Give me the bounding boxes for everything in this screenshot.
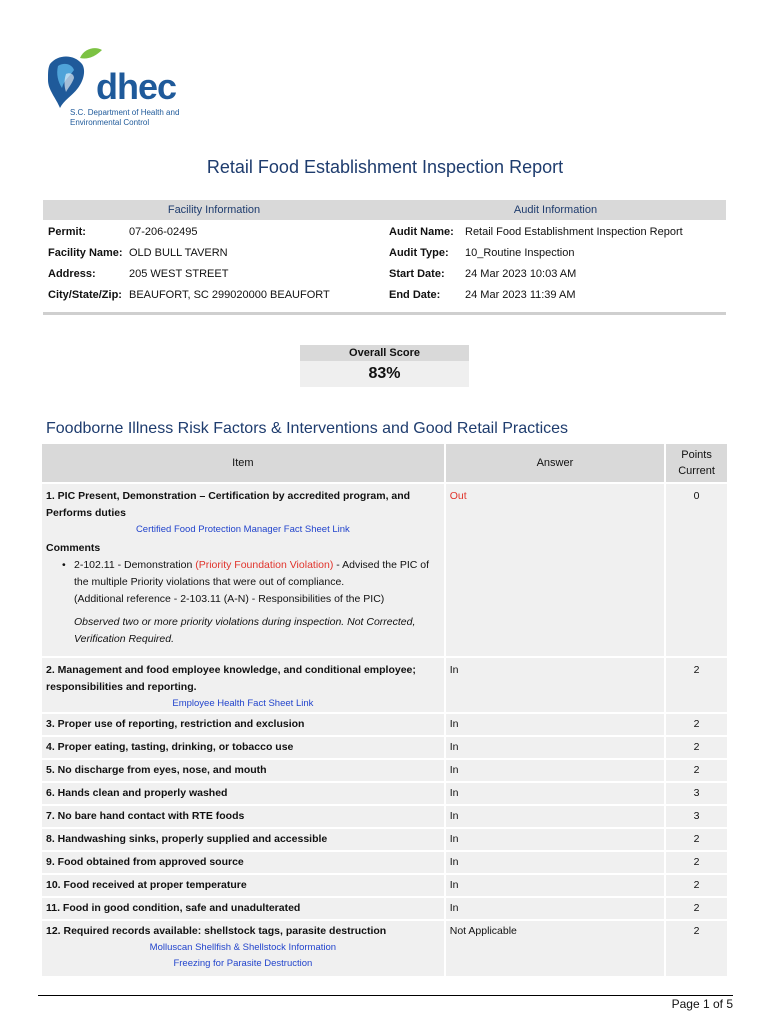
- row-points: 2: [693, 718, 700, 730]
- row12-cell: [42, 921, 444, 976]
- table-row: [42, 483, 727, 657]
- row-points: 2: [693, 879, 700, 891]
- row-points: 3: [693, 810, 700, 822]
- row-points: 2: [693, 764, 700, 776]
- overall-score-value: 83%: [300, 361, 469, 387]
- facility-info-header: Facility Information: [167, 204, 261, 216]
- row-points: 3: [693, 787, 700, 799]
- row-answer: In: [449, 787, 459, 799]
- footer-divider: [38, 995, 733, 996]
- row1-fact-sheet-link[interactable]: Certified Food Protection Manager Fact Sheet Link: [135, 524, 350, 535]
- row2-answer: In: [449, 664, 459, 676]
- page-number: Page 1 of 5: [671, 997, 733, 1011]
- row-points: 2: [693, 833, 700, 845]
- table-row: [42, 713, 727, 736]
- row-item-text: 10. Food received at proper temperature: [46, 879, 247, 891]
- shellfish-info-link[interactable]: Molluscan Shellfish & Shellstock Information: [149, 942, 337, 953]
- info-header: [43, 200, 726, 220]
- row-answer: In: [449, 833, 459, 845]
- parasite-destruction-link[interactable]: Freezing for Parasite Destruction: [173, 958, 313, 969]
- row-answer: In: [449, 856, 459, 868]
- row-item-text: 4. Proper eating, tasting, drinking, or tobacco use: [46, 741, 294, 753]
- row-item-text: 3. Proper use of reporting, restriction and exclusion: [46, 718, 305, 730]
- row1-answer: Out: [449, 490, 467, 502]
- dhec-logo: [44, 44, 194, 130]
- table-row: [42, 874, 727, 897]
- row-answer: In: [449, 764, 459, 776]
- row12-answer: Not Applicable: [449, 925, 517, 937]
- audit-info-header: Audit Information: [513, 204, 598, 216]
- table-row: [42, 851, 727, 874]
- inspection-items-table: [42, 444, 727, 976]
- logo-subtitle-line1: S.C. Department of Health and: [70, 108, 180, 117]
- start-date-label: Start Date:: [389, 268, 445, 280]
- row-answer: In: [449, 741, 459, 753]
- row12-points: 2: [693, 925, 700, 937]
- start-date-value: 24 Mar 2023 10:03 AM: [465, 268, 577, 280]
- overall-score-box: [300, 345, 469, 387]
- row-item-text: 8. Handwashing sinks, properly supplied and accessible: [46, 833, 328, 845]
- row-item-text: 5. No discharge from eyes, nose, and mouth: [46, 764, 267, 776]
- row1-item-text: 1. PIC Present, Demonstration – Certification by accredited program, and Performs duties: [46, 490, 411, 519]
- dhec-leaf-icon: [44, 44, 104, 114]
- row-item-text: 11. Food in good condition, safe and unadulterated: [46, 902, 301, 914]
- table-row: [42, 828, 727, 851]
- permit-label: Permit:: [48, 226, 86, 238]
- table-row: [42, 805, 727, 828]
- col-header-answer: Answer: [445, 444, 665, 483]
- row12-item-text: 12. Required records available: shellstock tags, parasite destruction: [46, 925, 387, 937]
- row2-cell: [42, 658, 444, 712]
- comments-label: Comments: [46, 542, 101, 554]
- audit-name-value: Retail Food Establishment Inspection Report: [465, 226, 683, 238]
- col-header-points-line1: Points: [681, 449, 712, 461]
- info-grid: [43, 220, 726, 312]
- row-item-text: 7. No bare hand contact with RTE foods: [46, 810, 245, 822]
- row-points: 2: [693, 856, 700, 868]
- table-row: [42, 657, 727, 713]
- city-state-zip-value: BEAUFORT, SC 299020000 BEAUFORT: [129, 289, 330, 301]
- table-row: [42, 897, 727, 920]
- bullet-dot-icon: •: [62, 559, 66, 571]
- city-state-zip-label: City/State/Zip:: [48, 289, 122, 301]
- logo-subtitle-line2: Environmental Control: [70, 118, 150, 127]
- row-item-text: 9. Food obtained from approved source: [46, 856, 244, 868]
- observation-note: Observed two or more priority violations during inspection. Not Corrected, Verification Required.: [74, 616, 416, 645]
- address-value: 205 WEST STREET: [129, 268, 229, 280]
- info-divider: [43, 312, 726, 315]
- row1-cell: [42, 484, 444, 656]
- table-row: [42, 782, 727, 805]
- facility-name-label: Facility Name:: [48, 247, 123, 259]
- audit-type-value: 10_Routine Inspection: [465, 247, 575, 259]
- permit-value: 07-206-02495: [129, 226, 198, 238]
- row-item-text: 6. Hands clean and properly washed: [46, 787, 228, 799]
- logo-subtitle: [70, 108, 210, 128]
- row-answer: In: [449, 879, 459, 891]
- row2-item-text: 2. Management and food employee knowledge, and conditional employee; responsibilities and reporting.: [46, 664, 416, 693]
- table-row: [42, 736, 727, 759]
- row-answer: In: [449, 810, 459, 822]
- row2-fact-sheet-link[interactable]: Employee Health Fact Sheet Link: [172, 698, 314, 709]
- table-row: [42, 920, 727, 976]
- row-points: 2: [693, 741, 700, 753]
- comment-bullet: [46, 557, 440, 608]
- audit-type-label: Audit Type:: [389, 247, 449, 259]
- row-answer: In: [449, 902, 459, 914]
- row-answer: In: [449, 718, 459, 730]
- end-date-label: End Date:: [389, 289, 441, 301]
- comment-text: - Advised the PIC of the multiple Priority violations that were out of compliance.: [74, 559, 430, 588]
- address-label: Address:: [48, 268, 96, 280]
- report-title: Retail Food Establishment Inspection Report: [206, 157, 564, 177]
- row-points: 2: [693, 902, 700, 914]
- end-date-value: 24 Mar 2023 11:39 AM: [465, 289, 576, 301]
- violation-type: (Priority Foundation Violation): [195, 559, 334, 571]
- table-header-row: [42, 444, 727, 483]
- comment-code: 2-102.11 - Demonstration: [74, 559, 196, 571]
- col-header-points-line2: Current: [678, 465, 715, 477]
- facility-name-value: OLD BULL TAVERN: [129, 247, 228, 259]
- table-row: [42, 759, 727, 782]
- comment-reference: (Additional reference - 2-103.11 (A-N) - Responsibilities of the PIC): [74, 593, 385, 605]
- logo-wordmark: dhec: [96, 66, 177, 107]
- audit-name-label: Audit Name:: [389, 226, 454, 238]
- overall-score-label: Overall Score: [300, 345, 469, 361]
- row2-points: 2: [693, 664, 700, 676]
- row1-points: 0: [693, 490, 700, 502]
- col-header-points: [665, 444, 727, 483]
- col-header-item: Item: [42, 444, 445, 483]
- info-block: [43, 200, 726, 315]
- section-title: Foodborne Illness Risk Factors & Interventions and Good Retail Practices: [46, 420, 569, 437]
